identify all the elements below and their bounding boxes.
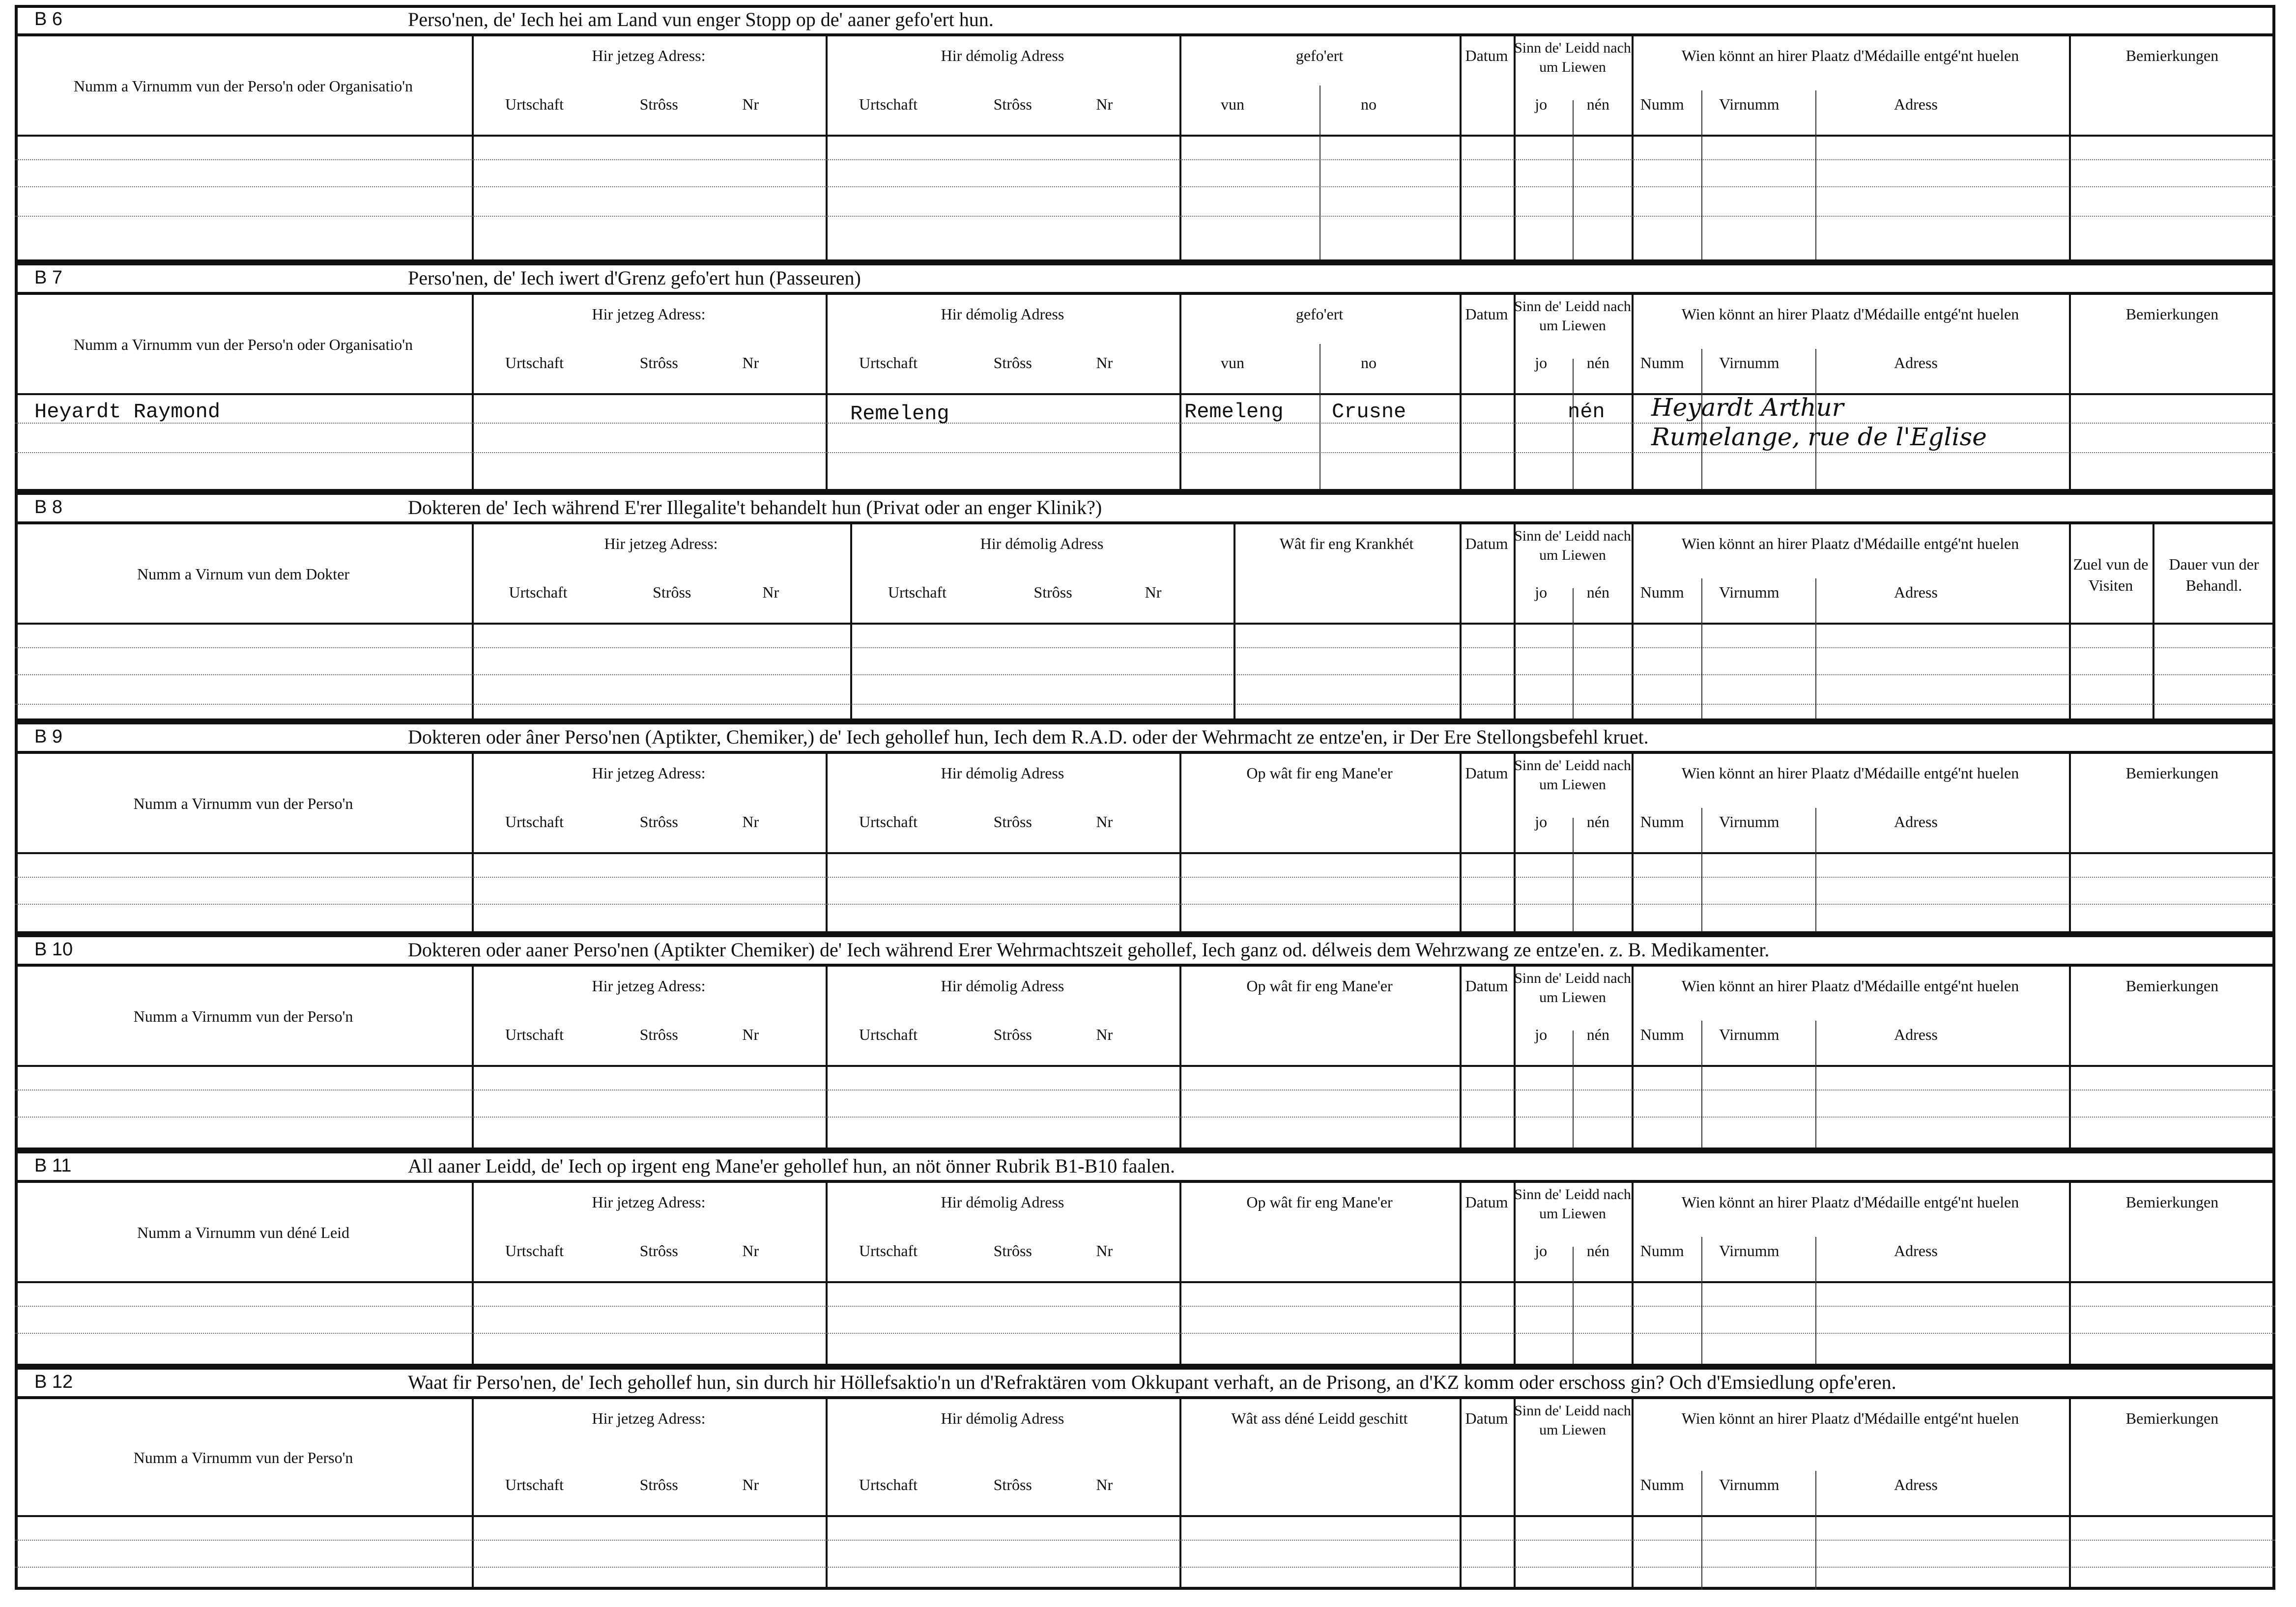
remarks-header: Bemierkungen: [2125, 977, 2219, 995]
entry-row-line: [15, 674, 2275, 675]
name-column-header: Numm a Virnumm vun der Perso'n: [133, 1007, 353, 1025]
column-divider: [472, 36, 474, 259]
address-subheader: Urtschaft: [859, 813, 918, 831]
medal-recipient-header: Wien könnt an hirer Plaatz d'Médaille entgé'nt huelen: [1681, 1193, 2019, 1211]
section-title-bar: [15, 263, 2275, 295]
entry-row-line: [15, 877, 2275, 878]
former-address-header: Hir démolig Adress: [941, 305, 1064, 323]
column-4-subheader: vun: [1221, 95, 1244, 113]
section-b11: [15, 1148, 2275, 1364]
medal-subheader: Numm: [1640, 1026, 1684, 1043]
medal-recipient-header: Wien könnt an hirer Plaatz d'Médaille entgé'nt huelen: [1681, 47, 2019, 64]
alive-header: Sinn de' Leidd nach um Liewen: [1514, 757, 1631, 793]
former-address-header: Hir démolig Adress: [941, 1193, 1064, 1211]
section-grid: [15, 295, 2275, 489]
b7-to-entry: Crusne: [1332, 400, 1406, 424]
section-title: Dokteren oder âner Perso'nen (Aptikter, Chemiker,) de' Iech gehollef hun, Iech dem R.A.D. oder der Wehrmacht ze entze'en, ir Der Ere Stellongsbefehl kruet.: [408, 726, 1649, 748]
section-code: B 9: [34, 726, 63, 747]
medal-split-2: [1815, 808, 1816, 931]
medal-split-1: [1701, 90, 1702, 259]
entry-row-line: [15, 904, 2275, 905]
address-subheader: Strôss: [639, 1242, 678, 1260]
header-underline: [15, 1515, 2275, 1517]
column-4-header: Op wât fir eng Mane'er: [1246, 1193, 1393, 1211]
section-grid: [15, 36, 2275, 259]
section-title: Dokteren oder aaner Perso'nen (Aptikter Chemiker) de' Iech während Erer Wehrmachtszeit gehollef, Iech ganz od. délweis dem Wehrzwang ze entze'en. z. B. Medikamenter.: [408, 939, 1770, 961]
medal-subheader: Numm: [1640, 813, 1684, 831]
b7-name-entry: Heyardt Raymond: [34, 400, 221, 424]
alive-header: Sinn de' Leidd nach um Liewen: [1514, 40, 1631, 75]
address-subheader: Strôss: [993, 1026, 1032, 1043]
section-title: All aaner Leidd, de' Iech op irgent eng Mane'er gehollef hun, an nöt önner Rubrik B1-B10 faalen.: [408, 1155, 1175, 1177]
entry-row-line: [15, 216, 2275, 217]
section-b12: [15, 1364, 2275, 1590]
former-address-header: Hir démolig Adress: [980, 535, 1104, 552]
medal-subheader: Adress: [1894, 1242, 1938, 1260]
current-address-header: Hir jetzeg Adress:: [592, 305, 706, 323]
medal-recipient-header: Wien könnt an hirer Plaatz d'Médaille entgé'nt huelen: [1681, 1409, 2019, 1427]
alive-subheader: nén: [1586, 1242, 1609, 1260]
address-subheader: Nr: [742, 95, 759, 113]
section-grid: [15, 754, 2275, 931]
column-divider: [1179, 36, 1181, 259]
address-subheader: Nr: [742, 1242, 759, 1260]
alive-header: Sinn de' Leidd nach um Liewen: [1514, 1186, 1631, 1222]
header-underline: [15, 393, 2275, 395]
column-4-subheader: vun: [1221, 354, 1244, 372]
medal-split-1: [1701, 808, 1702, 931]
b7-recipient-name: Heyardt Arthur: [1651, 393, 1844, 422]
remarks-header: Bemierkungen: [2125, 47, 2219, 64]
column-4-header: gefo'ert: [1295, 47, 1344, 64]
address-subheader: Nr: [1096, 354, 1113, 372]
former-address-header: Hir démolig Adress: [941, 47, 1064, 64]
section-title: Perso'nen, de' Iech iwert d'Grenz gefo'ert hun (Passeuren): [408, 267, 861, 289]
alive-subheader: jo: [1535, 95, 1548, 113]
medal-subheader: Virnumm: [1719, 813, 1779, 831]
address-subheader: Strôss: [993, 95, 1032, 113]
column-divider: [1460, 36, 1462, 259]
alive-subheader: jo: [1535, 354, 1548, 372]
address-subheader: Urtschaft: [505, 95, 564, 113]
header-underline: [15, 623, 2275, 625]
address-subheader: Nr: [1096, 1476, 1113, 1493]
medal-split-1: [1701, 1237, 1702, 1364]
section-code: B 7: [34, 267, 63, 288]
header-underline: [15, 852, 2275, 854]
address-subheader: Nr: [742, 1476, 759, 1493]
datum-header: Datum: [1465, 47, 1508, 64]
section-title-bar: [15, 1368, 2275, 1399]
medal-subheader: Virnumm: [1719, 583, 1779, 601]
medal-split-2: [1815, 1237, 1816, 1364]
section-title-bar: [15, 1151, 2275, 1183]
remarks-header: Bemierkungen: [2125, 764, 2219, 782]
former-address-header: Hir démolig Adress: [941, 764, 1064, 782]
address-subheader: Strôss: [639, 1476, 678, 1493]
medal-subheader: Virnumm: [1719, 1026, 1779, 1043]
section-title: Perso'nen, de' Iech hei am Land vun enger Stopp op de' aaner gefo'ert hun.: [408, 8, 994, 30]
section-code: B 11: [34, 1155, 72, 1176]
column-4-header: Op wât fir eng Mane'er: [1246, 764, 1393, 782]
name-column-header: Numm a Virnumm vun der Perso'n: [133, 795, 353, 812]
entry-row-line: [15, 1117, 2275, 1118]
alive-subheader: jo: [1535, 1026, 1548, 1043]
address-subheader: Strôss: [639, 813, 678, 831]
section-grid: [15, 967, 2275, 1148]
alive-subheader: nén: [1586, 1026, 1609, 1043]
medal-subheader: Numm: [1640, 1242, 1684, 1260]
address-subheader: Urtschaft: [859, 1242, 918, 1260]
address-subheader: Nr: [1096, 95, 1113, 113]
column-4-subheader: no: [1361, 354, 1377, 372]
section-code: B 12: [34, 1372, 73, 1392]
current-address-header: Hir jetzeg Adress:: [592, 1193, 706, 1211]
section-grid: [15, 1183, 2275, 1364]
section-title-bar: [15, 493, 2275, 524]
entry-row-line: [15, 704, 2275, 705]
medal-split-2: [1815, 1021, 1816, 1148]
medal-subheader: Virnumm: [1719, 1242, 1779, 1260]
medal-subheader: Numm: [1640, 95, 1684, 113]
medal-split-2: [1815, 1471, 1816, 1590]
datum-header: Datum: [1465, 535, 1508, 552]
alive-split: [1573, 1031, 1574, 1148]
alive-subheader: jo: [1535, 1242, 1548, 1260]
alive-split: [1573, 818, 1574, 931]
datum-header: Datum: [1465, 1193, 1508, 1211]
header-underline: [15, 1281, 2275, 1283]
name-column-header: Numm a Virnumm vun der Perso'n: [133, 1449, 353, 1466]
address-subheader: Strôss: [993, 1242, 1032, 1260]
address-subheader: Strôss: [639, 95, 678, 113]
medal-split-2: [1815, 90, 1816, 259]
header-underline: [15, 1065, 2275, 1067]
address-subheader: Strôss: [653, 583, 691, 601]
former-address-header: Hir démolig Adress: [941, 977, 1064, 995]
column-divider: [2069, 36, 2071, 259]
section-code: B 6: [34, 9, 63, 29]
section-grid: [15, 524, 2275, 718]
b7-former-place-entry: Remeleng: [850, 402, 949, 426]
entry-row-line: [15, 1540, 2275, 1541]
section-grid: [15, 1399, 2275, 1590]
entry-row-line: [15, 159, 2275, 160]
address-subheader: Strôss: [1033, 583, 1072, 601]
medal-subheader: Numm: [1640, 354, 1684, 372]
address-subheader: Urtschaft: [505, 1476, 564, 1493]
alive-header: Sinn de' Leidd nach um Liewen: [1514, 298, 1631, 334]
address-subheader: Nr: [742, 354, 759, 372]
section-b7: [15, 259, 2275, 489]
address-subheader: Urtschaft: [859, 95, 918, 113]
alive-subheader: nén: [1586, 813, 1609, 831]
visit-count-header: Zuel vun de Visiten: [2073, 555, 2149, 595]
address-subheader: Nr: [1096, 1242, 1113, 1260]
column-divider: [1632, 36, 1634, 259]
section-code: B 8: [34, 497, 63, 517]
b7-recipient-address: Rumelange, rue de l'Eglise: [1651, 423, 1987, 451]
address-subheader: Nr: [1145, 583, 1162, 601]
address-subheader: Urtschaft: [859, 354, 918, 372]
datum-header: Datum: [1465, 305, 1508, 323]
column-4-header: Op wât fir eng Mane'er: [1246, 977, 1393, 995]
alive-header: Sinn de' Leidd nach um Liewen: [1514, 970, 1631, 1005]
alive-split: [1573, 359, 1574, 489]
section-title-bar: [15, 935, 2275, 967]
medal-recipient-header: Wien könnt an hirer Plaatz d'Médaille entgé'nt huelen: [1681, 977, 2019, 995]
entry-row-line: [15, 1333, 2275, 1334]
name-column-header: Numm a Virnumm vun der Perso'n oder Organisatio'n: [73, 336, 413, 353]
medal-subheader: Adress: [1894, 813, 1938, 831]
alive-subheader: nén: [1586, 583, 1609, 601]
datum-header: Datum: [1465, 764, 1508, 782]
entry-row-line: [15, 1567, 2275, 1568]
address-subheader: Strôss: [993, 1476, 1032, 1493]
entry-row-line: [15, 186, 2275, 187]
section-title: Waat fir Perso'nen, de' Iech gehollef hun, sin durch hir Höllefsaktio'n un d'Refraktären vom Okkupant verhaft, an de Prisong, an d'KZ komm oder erschoss gin? Och d'Emsiedlung opfe'eren.: [408, 1371, 1896, 1393]
medal-subheader: Virnumm: [1719, 95, 1779, 113]
address-subheader: Urtschaft: [505, 1026, 564, 1043]
alive-subheader: nén: [1586, 95, 1609, 113]
address-subheader: Urtschaft: [505, 813, 564, 831]
medal-subheader: Adress: [1894, 1476, 1938, 1493]
medal-split-1: [1701, 578, 1702, 718]
medal-subheader: Numm: [1640, 1476, 1684, 1493]
name-column-header: Numm a Virnumm vun der Perso'n oder Organisatio'n: [73, 77, 413, 95]
medal-subheader: Adress: [1894, 354, 1938, 372]
alive-header: Sinn de' Leidd nach um Liewen: [1514, 528, 1631, 563]
column-divider: [826, 36, 828, 259]
current-address-header: Hir jetzeg Adress:: [592, 977, 706, 995]
address-subheader: Urtschaft: [505, 1242, 564, 1260]
medal-subheader: Adress: [1894, 1026, 1938, 1043]
address-subheader: Nr: [762, 583, 779, 601]
current-address-header: Hir jetzeg Adress:: [592, 1409, 706, 1427]
column-4-subheader: no: [1361, 95, 1377, 113]
medal-split-1: [1701, 1021, 1702, 1148]
address-subheader: Urtschaft: [505, 354, 564, 372]
address-subheader: Urtschaft: [888, 583, 947, 601]
datum-header: Datum: [1465, 1409, 1508, 1427]
medal-recipient-header: Wien könnt an hirer Plaatz d'Médaille entgé'nt huelen: [1681, 305, 2019, 323]
alive-subheader: nén: [1586, 354, 1609, 372]
address-subheader: Strôss: [993, 354, 1032, 372]
current-address-header: Hir jetzeg Adress:: [604, 535, 718, 552]
address-subheader: Strôss: [639, 1026, 678, 1043]
medal-subheader: Numm: [1640, 583, 1684, 601]
medal-split-1: [1701, 1471, 1702, 1590]
alive-subheader: jo: [1535, 583, 1548, 601]
current-address-header: Hir jetzeg Adress:: [592, 47, 706, 64]
b7-alive-entry: nén: [1568, 400, 1605, 424]
section-title: Dokteren de' Iech während E'rer Illegalite't behandelt hun (Privat oder an enger Klinik?): [408, 496, 1102, 518]
header-underline: [15, 135, 2275, 137]
medal-subheader: Adress: [1894, 95, 1938, 113]
entry-row-line: [15, 647, 2275, 648]
entry-row-line: [15, 452, 2275, 453]
remarks-header: Bemierkungen: [2125, 305, 2219, 323]
address-subheader: Urtschaft: [859, 1476, 918, 1493]
medal-subheader: Virnumm: [1719, 354, 1779, 372]
address-subheader: Nr: [1096, 813, 1113, 831]
section-title-bar: [15, 722, 2275, 754]
section-title-bar: [15, 5, 2275, 36]
entry-row-line: [15, 1306, 2275, 1307]
section-code: B 10: [34, 939, 73, 960]
column-4-header: gefo'ert: [1295, 305, 1344, 323]
alive-header: Sinn de' Leidd nach um Liewen: [1514, 1403, 1631, 1438]
treatment-duration-header: Dauer vun der Behandl.: [2169, 555, 2259, 595]
datum-header: Datum: [1465, 977, 1508, 995]
b7-from-entry: Remeleng: [1184, 400, 1284, 424]
column-4-header: Wât fir eng Krankhét: [1279, 535, 1414, 552]
address-subheader: Nr: [742, 813, 759, 831]
alive-subheader: jo: [1535, 813, 1548, 831]
medal-subheader: Virnumm: [1719, 1476, 1779, 1493]
remarks-header: Bemierkungen: [2125, 1193, 2219, 1211]
alive-split: [1573, 588, 1574, 718]
current-address-header: Hir jetzeg Adress:: [592, 764, 706, 782]
alive-split: [1573, 100, 1574, 259]
name-column-header: Numm a Virnum vun dem Dokter: [137, 565, 350, 583]
column-4-header: Wât ass déné Leidd geschitt: [1231, 1409, 1408, 1427]
medal-recipient-header: Wien könnt an hirer Plaatz d'Médaille entgé'nt huelen: [1681, 535, 2019, 552]
address-subheader: Urtschaft: [859, 1026, 918, 1043]
medal-split-2: [1815, 578, 1816, 718]
remarks-header: Bemierkungen: [2125, 1409, 2219, 1427]
address-subheader: Urtschaft: [509, 583, 568, 601]
former-address-header: Hir démolig Adress: [941, 1409, 1064, 1427]
address-subheader: Nr: [1096, 1026, 1113, 1043]
address-subheader: Nr: [742, 1026, 759, 1043]
medal-subheader: Adress: [1894, 583, 1938, 601]
address-subheader: Strôss: [639, 354, 678, 372]
section-b10: [15, 931, 2275, 1148]
section-b9: [15, 718, 2275, 931]
section-b6: [15, 5, 2275, 259]
medal-recipient-header: Wien könnt an hirer Plaatz d'Médaille entgé'nt huelen: [1681, 764, 2019, 782]
section-b8: [15, 489, 2275, 718]
alive-split: [1573, 1247, 1574, 1364]
address-subheader: Strôss: [993, 813, 1032, 831]
name-column-header: Numm a Virnumm vun déné Leid: [137, 1224, 350, 1241]
